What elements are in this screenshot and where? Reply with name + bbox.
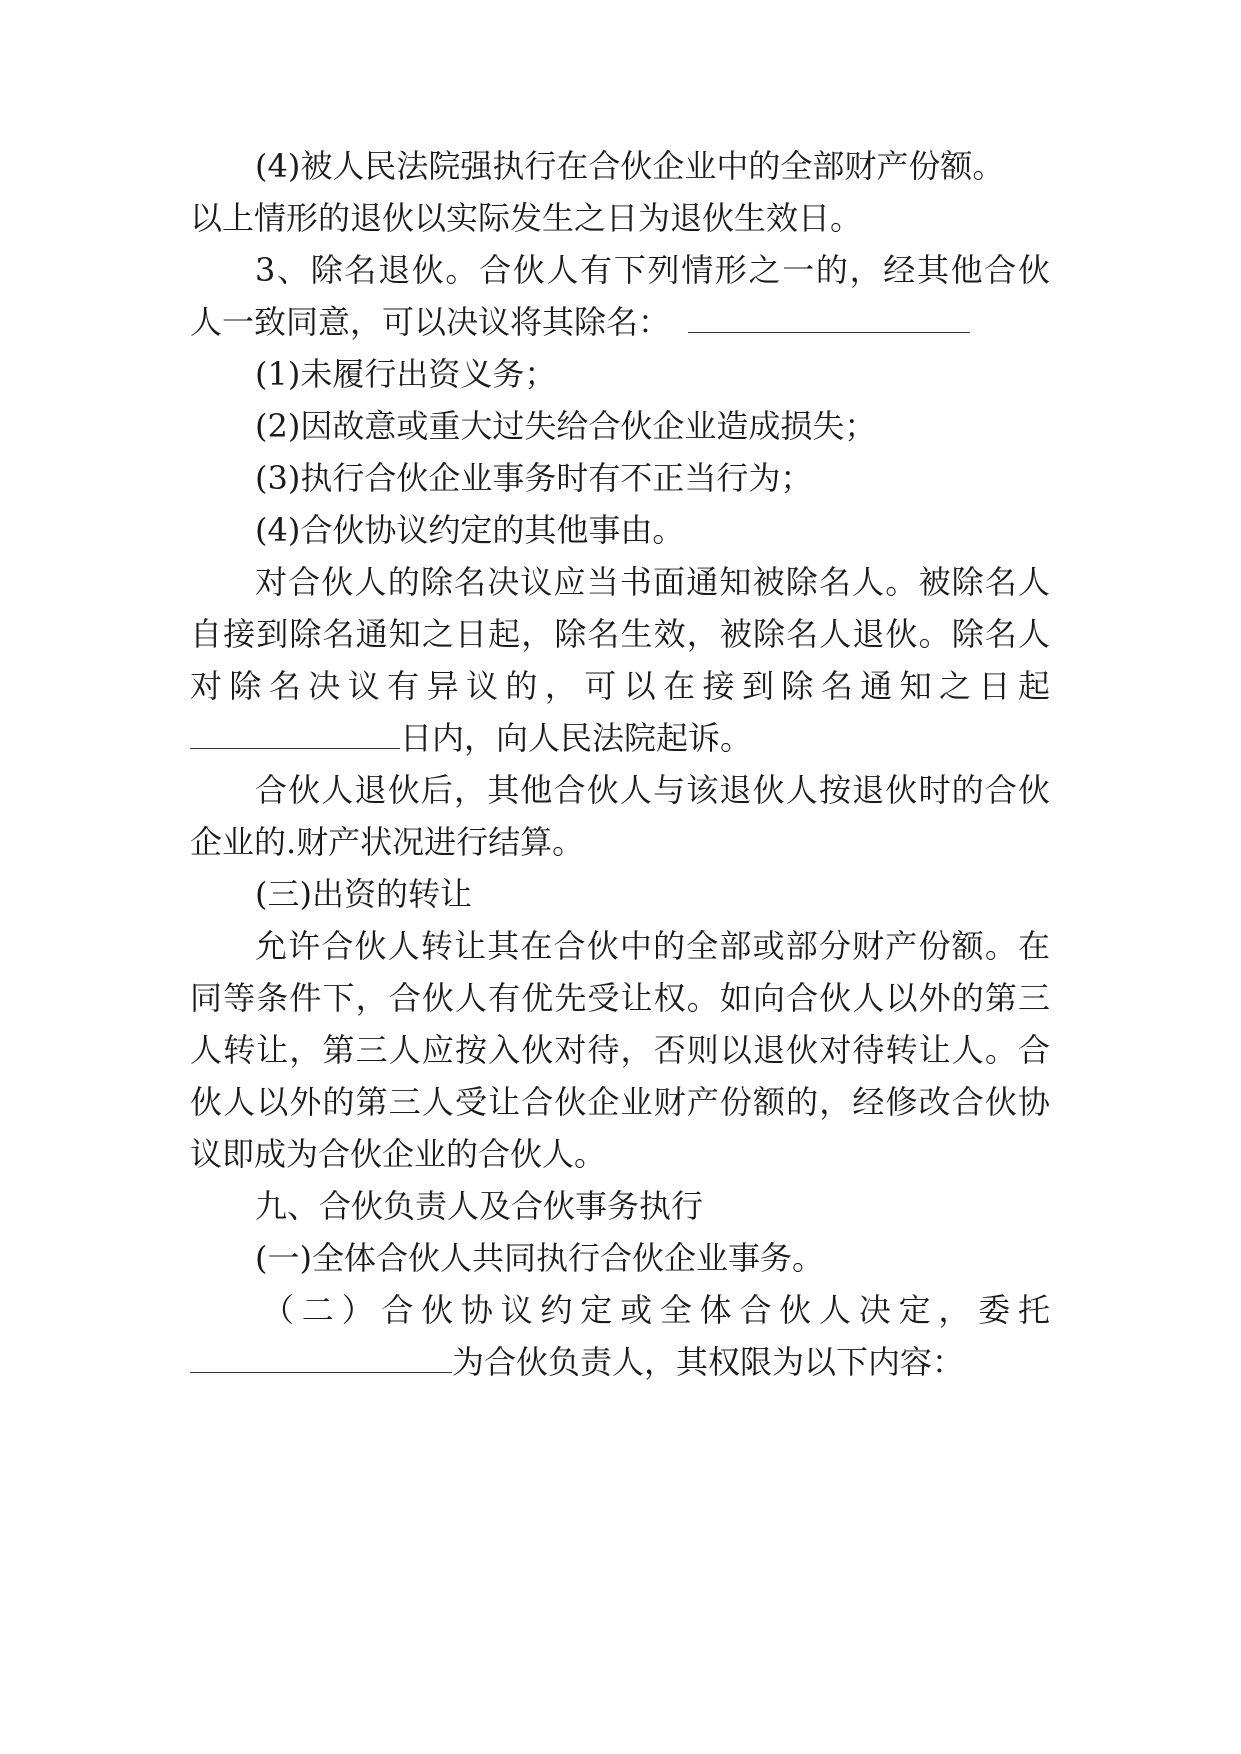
line-text: 对除名决议有异议的，可以在接到除名通知之日起 xyxy=(190,667,1050,705)
line-text: 为合伙负责人，其权限为以下内容： xyxy=(452,1343,965,1381)
text-line-17 xyxy=(190,969,1050,1027)
text-line-6 xyxy=(255,397,1115,455)
line-text: 人一致同意，可以决议将其除名： xyxy=(190,303,671,341)
line-text: 九、合伙负责人及合伙事务执行 xyxy=(255,1187,704,1225)
text-line-3 xyxy=(255,241,1050,299)
text-line-15 xyxy=(255,865,1115,923)
line-text: （二）合伙协议约定或全体合伙人决定，委托 xyxy=(262,1291,1050,1329)
text-line-9 xyxy=(255,553,1050,611)
line-text: (一)全体合伙人共同执行合伙企业事务。 xyxy=(255,1239,824,1277)
line-text: (2)因故意或重大过失给合伙企业造成损失； xyxy=(255,407,877,445)
text-line-22 xyxy=(255,1229,1115,1287)
line-text: 日内，向人民法院起诉。 xyxy=(400,719,753,757)
fill-in-blank xyxy=(688,298,970,333)
line-text: 对合伙人的除名决议应当书面通知被除名人。被除名人 xyxy=(255,563,1050,601)
line-text: 3、除名退伙。合伙人有下列情形之一的，经其他合伙 xyxy=(255,251,1050,289)
line-text: 自接到除名通知之日起，除名生效，被除名人退伙。除名人 xyxy=(190,615,1050,653)
text-line-11 xyxy=(190,657,1050,715)
line-text: 议即成为合伙企业的合伙人。 xyxy=(190,1135,607,1173)
text-line-19 xyxy=(190,1073,1050,1131)
text-line-4 xyxy=(190,293,1050,351)
text-line-24 xyxy=(190,1333,1050,1391)
line-text: 企业的.财产状况进行结算。 xyxy=(190,823,585,861)
line-text: (4)合伙协议约定的其他事由。 xyxy=(255,511,685,549)
line-text: (1)未履行出资义务； xyxy=(255,355,557,393)
line-text: 伙人以外的第三人受让合伙企业财产份额的，经修改合伙协 xyxy=(190,1083,1050,1121)
text-line-23 xyxy=(262,1281,1050,1339)
line-text: 人转让，第三人应按入伙对待，否则以退伙对待转让人。合 xyxy=(190,1031,1050,1069)
line-text: 合伙人退伙后，其他合伙人与该退伙人按退伙时的合伙 xyxy=(255,771,1050,809)
line-text: 以上情形的退伙以实际发生之日为退伙生效日。 xyxy=(190,199,863,237)
fill-in-blank xyxy=(190,1338,452,1373)
text-line-12 xyxy=(190,709,1050,767)
text-line-14 xyxy=(190,813,1050,871)
line-text: (4)被人民法院强执行在合伙企业中的全部财产份额。 xyxy=(255,147,1005,185)
line-text: (三)出资的转让 xyxy=(255,875,472,913)
line-text: 允许合伙人转让其在合伙中的全部或部分财产份额。在 xyxy=(255,927,1050,965)
text-line-13 xyxy=(255,761,1050,819)
text-line-8 xyxy=(255,501,1115,559)
section-heading xyxy=(255,1177,1115,1235)
text-line-18 xyxy=(190,1021,1050,1079)
text-line-16 xyxy=(255,917,1050,975)
text-line-7 xyxy=(255,449,1115,507)
line-text: (3)执行合伙企业事务时有不正当行为； xyxy=(255,459,813,497)
text-line-10 xyxy=(190,605,1050,663)
text-line-20 xyxy=(190,1125,1050,1183)
text-line-5 xyxy=(255,345,1115,403)
fill-in-blank xyxy=(190,714,400,749)
text-line-1 xyxy=(255,137,1115,195)
text-line-2 xyxy=(190,189,1050,247)
line-text: 同等条件下，合伙人有优先受让权。如向合伙人以外的第三 xyxy=(190,979,1050,1017)
